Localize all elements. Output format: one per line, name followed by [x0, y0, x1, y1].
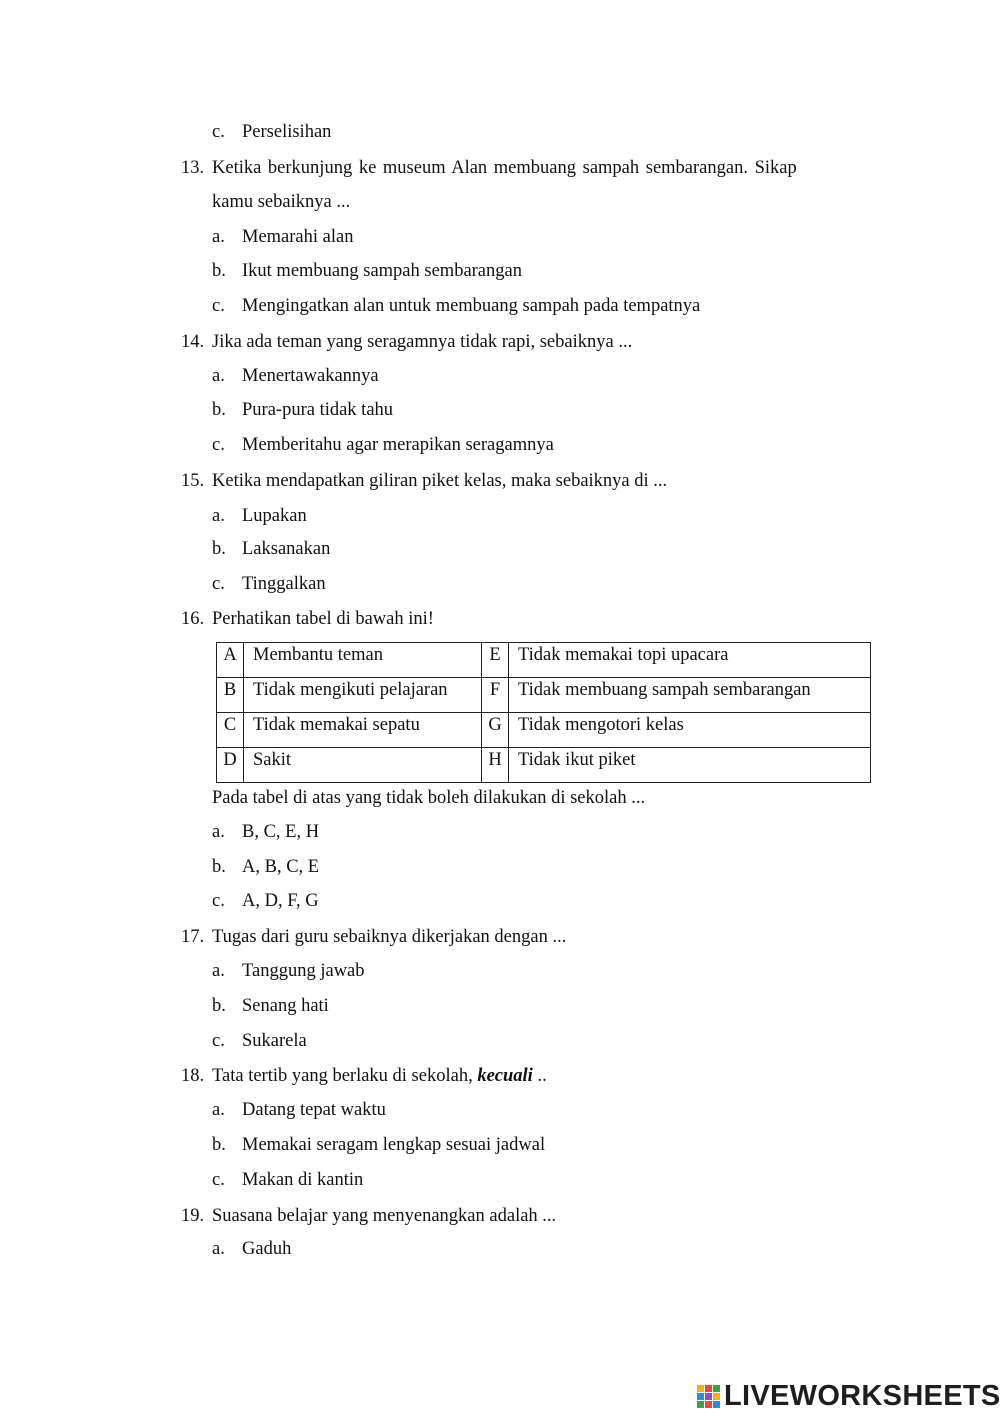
- table-value: Tidak memakai sepatu: [244, 713, 482, 748]
- logo-cell: [713, 1393, 720, 1400]
- table-value: Tidak mengotori kelas: [509, 713, 871, 748]
- option-19a[interactable]: Gaduh: [242, 1239, 292, 1259]
- option-17a[interactable]: Tanggung jawab: [242, 961, 365, 981]
- liveworksheets-logo: [697, 1380, 1000, 1413]
- option-18a[interactable]: Datang tepat waktu: [242, 1100, 386, 1120]
- option-letter: c.: [212, 891, 225, 911]
- option-letter: b.: [212, 261, 226, 281]
- question-number-15: 15.: [181, 471, 205, 491]
- question-number-17: 17.: [181, 927, 205, 947]
- logo-cell: [705, 1385, 712, 1392]
- option-15a[interactable]: Lupakan: [242, 506, 307, 526]
- table-key: C: [217, 713, 244, 748]
- option-18c[interactable]: Makan di kantin: [242, 1170, 364, 1190]
- option-letter: c.: [212, 1170, 225, 1190]
- logo-cell: [713, 1401, 720, 1408]
- question-18-text-before: Tata tertib yang berlaku di sekolah,: [212, 1066, 473, 1086]
- table-value: Tidak mengikuti pelajaran: [244, 678, 482, 713]
- question-number-13: 13.: [181, 158, 205, 178]
- option-letter: c.: [212, 1031, 225, 1051]
- table-key: E: [482, 643, 509, 678]
- table-row: [217, 643, 871, 678]
- logo-cell: [697, 1385, 704, 1392]
- option-15c[interactable]: Tinggalkan: [242, 574, 326, 594]
- logo-cell: [705, 1401, 712, 1408]
- question-number-16: 16.: [181, 609, 205, 629]
- table-key: D: [217, 748, 244, 783]
- option-letter: a.: [212, 227, 225, 247]
- table-value: Tidak membuang sampah sembarangan: [509, 678, 871, 713]
- question-number-19: 19.: [181, 1206, 205, 1226]
- option-16a[interactable]: B, C, E, H: [242, 822, 320, 842]
- table-key: A: [217, 643, 244, 678]
- table-key: B: [217, 678, 244, 713]
- question-17-text: Tugas dari guru sebaiknya dikerjakan dengan ...: [212, 927, 567, 947]
- question-13-text-line1: Ketika berkunjung ke museum Alan membuang sampah sembarangan. Sikap: [212, 158, 797, 178]
- logo-cell: [697, 1401, 704, 1408]
- table-row: [217, 678, 871, 713]
- option-letter: a.: [212, 506, 225, 526]
- table-key: H: [482, 748, 509, 783]
- option-letter: a.: [212, 1100, 225, 1120]
- logo-cell: [705, 1393, 712, 1400]
- option-letter: a.: [212, 822, 225, 842]
- option-letter: b.: [212, 1135, 226, 1155]
- table-row: [217, 713, 871, 748]
- question-18-text-after: ..: [537, 1066, 547, 1086]
- logo-cell: [697, 1393, 704, 1400]
- option-16c[interactable]: A, D, F, G: [242, 891, 319, 911]
- option-13c[interactable]: Mengingatkan alan untuk membuang sampah pada tempatnya: [242, 296, 701, 316]
- option-letter: a.: [212, 366, 225, 386]
- option-letter: c.: [212, 296, 225, 316]
- option-13a[interactable]: Memarahi alan: [242, 227, 354, 247]
- table-key: F: [482, 678, 509, 713]
- table-row: [217, 748, 871, 783]
- option-letter: a.: [212, 961, 225, 981]
- option-14b[interactable]: Pura-pura tidak tahu: [242, 400, 394, 420]
- logo-grid-icon: [697, 1385, 720, 1408]
- behavior-table: [216, 642, 871, 783]
- option-17b[interactable]: Senang hati: [242, 996, 329, 1016]
- table-key: G: [482, 713, 509, 748]
- option-letter: b.: [212, 400, 226, 420]
- table-value: Sakit: [244, 748, 482, 783]
- option-18b[interactable]: Memakai seragam lengkap sesuai jadwal: [242, 1135, 546, 1155]
- option-letter: c.: [212, 574, 225, 594]
- option-text: Perselisihan: [242, 122, 332, 142]
- logo-text: LIVEWORKSHEETS: [724, 1380, 1000, 1412]
- option-letter: b.: [212, 539, 226, 559]
- option-letter: a.: [212, 1239, 225, 1259]
- question-15-text: Ketika mendapatkan giliran piket kelas, maka sebaiknya di ...: [212, 471, 668, 491]
- table-value: Membantu teman: [244, 643, 482, 678]
- option-16b[interactable]: A, B, C, E: [242, 857, 320, 877]
- question-18-emphasis: kecuali: [477, 1066, 533, 1086]
- option-14a[interactable]: Menertawakannya: [242, 366, 379, 386]
- option-letter: c.: [212, 122, 225, 142]
- question-16-text: Perhatikan tabel di bawah ini!: [212, 609, 434, 629]
- question-14-text: Jika ada teman yang seragamnya tidak rapi, sebaiknya ...: [212, 332, 633, 352]
- question-number-18: 18.: [181, 1066, 205, 1086]
- question-18-text: [212, 1065, 547, 1087]
- option-13b[interactable]: Ikut membuang sampah sembarangan: [242, 261, 522, 281]
- option-15b[interactable]: Laksanakan: [242, 539, 331, 559]
- option-letter: b.: [212, 857, 226, 877]
- option-17c[interactable]: Sukarela: [242, 1031, 307, 1051]
- question-number-14: 14.: [181, 332, 205, 352]
- logo-cell: [713, 1385, 720, 1392]
- table-value: Tidak ikut piket: [509, 748, 871, 783]
- question-16-followup: Pada tabel di atas yang tidak boleh dilakukan di sekolah ...: [212, 788, 646, 808]
- question-19-text: Suasana belajar yang menyenangkan adalah ...: [212, 1206, 557, 1226]
- option-14c[interactable]: Memberitahu agar merapikan seragamnya: [242, 435, 554, 455]
- question-13-text-line2: kamu sebaiknya ...: [212, 192, 351, 212]
- table-value: Tidak memakai topi upacara: [509, 643, 871, 678]
- option-letter: b.: [212, 996, 226, 1016]
- option-letter: c.: [212, 435, 225, 455]
